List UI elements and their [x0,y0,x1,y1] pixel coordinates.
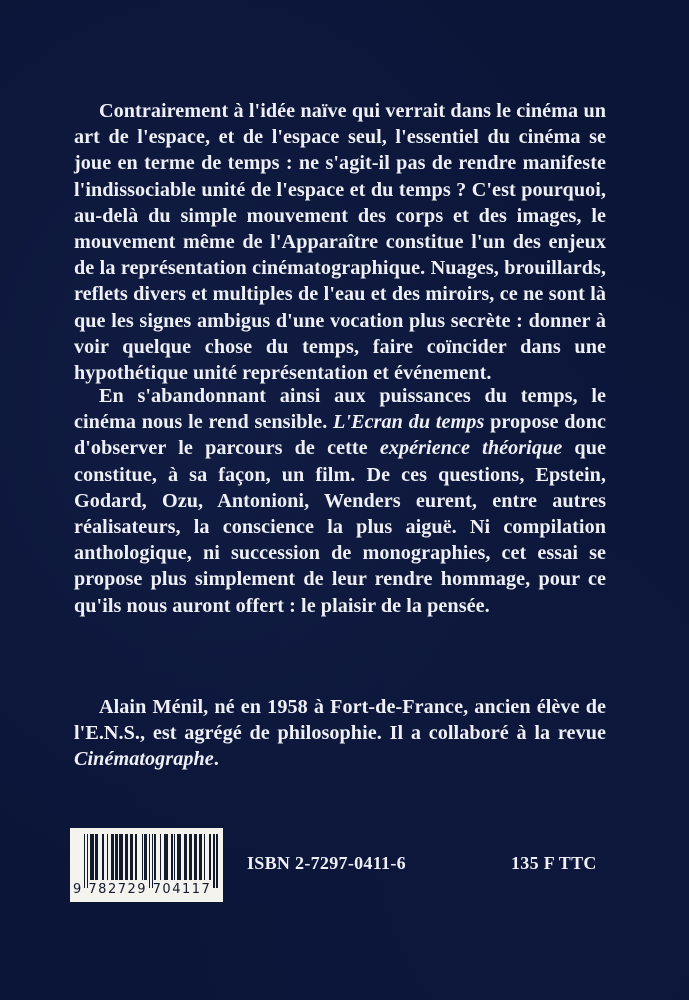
barcode-digits: 9 782729 704117 [73,882,212,897]
text-line: qu'ils nous auront offert : le plaisir de la pensée. [74,594,490,617]
barcode-bar [209,834,210,880]
journal-title: Cinématographe [74,748,214,771]
text-line: voir quelque chose du temps, faire coïncider dans une [74,335,606,358]
text-line [74,409,606,435]
text-line: reflets divers et multiples de l'eau et des miroirs, ce ne sont là [74,283,606,306]
text-line [74,746,606,772]
text-run: cinéma nous le rend sensible. [74,411,334,434]
text-line: Godard, Ozu, Antonioni, Wenders eurent, entre autres [74,489,606,512]
barcode-bar [164,834,168,880]
ean-barcode [70,828,223,902]
barcode-bar [216,834,217,888]
barcode-bar [84,834,85,888]
isbn-number: ISBN 2-7297-0411-6 [247,853,406,873]
text-line: au-delà du simple mouvement des corps et des images, le [74,204,606,227]
text-line: l'indissociable unité de l'espace et du temps ? C'est pourquoi, [74,178,606,201]
barcode-bar [107,834,108,880]
barcode-bar [142,834,143,880]
barcode-bar [149,834,150,888]
text-line: constitue, à sa façon, un film. De ces questions, Epstein, [74,463,606,486]
barcode-bar [171,834,172,880]
blurb-paragraph-2 [74,383,606,619]
text-line: Alain Ménil, né en 1958 à Fort-de-France, ancien élève de [99,696,606,718]
barcode-bar [144,834,147,880]
blurb-paragraph-1 [74,98,606,386]
barcode-bar [90,834,94,880]
barcode-bar [184,834,187,880]
barcode-bar [189,834,192,880]
barcode-bar [87,834,88,888]
barcode-bar [95,834,98,880]
barcode-bar [119,834,123,880]
text-run: propose donc [484,411,606,434]
barcode-bar [102,834,103,880]
text-line [74,435,606,461]
text-line: art de l'espace, et de l'espace seul, l'essentiel du cinéma se [74,126,606,149]
text-line: joue en terme de temps : ne s'agit-il pas de rendre manifeste [74,152,606,175]
text-line: En s'abandonnant ainsi aux puissances du temps, le [99,385,606,407]
barcode-bar [177,834,181,880]
text-run: . [213,748,219,771]
text-line: réalisateurs, la conscience la plus aiguë. Ni compilation [74,516,606,539]
barcode-bar [152,834,153,888]
barcode-bar [135,834,138,880]
barcode-bar [125,834,128,880]
text-line: l'E.N.S., est agrégé de philosophie. Il a collaboré à la revue [74,722,606,745]
text-line: propose plus simplement de leur rendre hommage, pour ce [74,568,606,591]
text-line: hypothétique unité représentation et événement. [74,362,492,385]
barcode-bar [154,834,155,880]
barcode-bar [130,834,133,880]
barcode-bar [204,834,205,880]
text-run: d'observer le parcours de cette [74,437,380,460]
barcode-bar [194,834,197,880]
price-label: 135 F TTC [511,853,597,873]
text-line: que les signes ambigus d'une vocation plus secrète : donner à [74,309,606,332]
text-run: que [562,437,606,460]
author-bio [74,694,606,773]
text-line: Contrairement à l'idée naïve qui verrait dans le cinéma un [99,100,606,122]
text-line: mouvement même de l'Apparaître constitue l'un des enjeux [74,231,606,254]
book-title: L'Ecran du temps [333,411,485,434]
barcode-bar [160,834,161,880]
text-line: de la représentation cinématographique. Nuages, brouillards, [74,257,606,280]
barcode-bar [115,834,118,880]
barcode-bar [213,834,214,888]
text-line: anthologique, ni succession de monographies, cet essai se [74,542,606,565]
emphasis-text: expérience théorique [379,437,563,460]
barcode-bar [111,834,114,880]
barcode-bars [84,834,218,888]
barcode-bar [199,834,202,880]
barcode-bar [174,834,175,880]
